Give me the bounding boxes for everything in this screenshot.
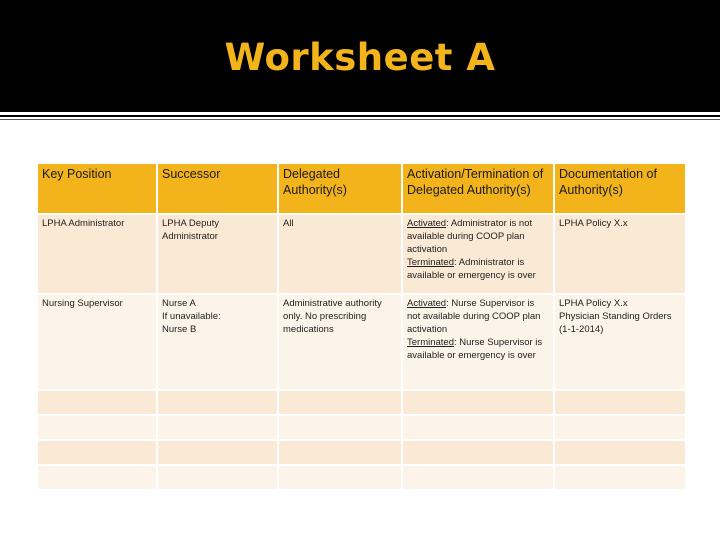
cell-authority: Administrative authority only. No prescribing medications [278, 294, 402, 390]
blank-row [37, 415, 686, 440]
cell-activation-termination [402, 294, 554, 390]
header-successor: Successor [157, 163, 278, 214]
divider-thin [0, 119, 720, 120]
blank-cell[interactable] [278, 465, 402, 490]
terminated-label: Terminated [407, 337, 454, 348]
blank-cell[interactable] [37, 415, 157, 440]
cell-key-position: LPHA Administrator [37, 214, 157, 294]
activated-text: : Administrator is not available during COOP plan activation [407, 218, 533, 255]
terminated-label: Terminated [407, 257, 454, 268]
blank-cell[interactable] [402, 390, 554, 415]
documentation-item: Physician Standing Orders (1-1-2014) [559, 311, 672, 335]
table-row [37, 214, 686, 294]
blank-cell[interactable] [554, 390, 686, 415]
documentation-item: LPHA Policy X.x [559, 298, 628, 309]
activated-text: : Nurse Supervisor is not available during COOP plan activation [407, 298, 541, 335]
blank-cell[interactable] [402, 440, 554, 465]
activation-note [407, 297, 549, 336]
successor-line: Nurse A [162, 298, 196, 309]
cell-successor [157, 294, 278, 390]
page-title: Worksheet A [224, 36, 496, 79]
blank-cell[interactable] [278, 415, 402, 440]
cell-documentation [554, 294, 686, 390]
cell-activation-termination [402, 214, 554, 294]
table-row [37, 294, 686, 390]
header-delegated-authority: Delegated Authority(s) [278, 163, 402, 214]
activated-label: Activated [407, 298, 447, 309]
activation-note [407, 217, 549, 256]
header-documentation: Documentation of Authority(s) [554, 163, 686, 214]
header-key-position: Key Position [37, 163, 157, 214]
termination-note [407, 336, 549, 362]
blank-cell[interactable] [157, 390, 278, 415]
header-row [37, 163, 686, 214]
blank-cell[interactable] [278, 440, 402, 465]
blank-cell[interactable] [402, 415, 554, 440]
blank-cell[interactable] [278, 390, 402, 415]
divider [0, 115, 720, 117]
terminated-text: : Administrator is available or emergency is over [407, 257, 536, 281]
blank-row [37, 440, 686, 465]
cell-successor: LPHA Deputy Administrator [157, 214, 278, 294]
successor-line: Nurse B [162, 324, 197, 335]
blank-cell[interactable] [37, 440, 157, 465]
blank-cell[interactable] [402, 465, 554, 490]
cell-documentation [554, 214, 686, 294]
activated-label: Activated [407, 218, 447, 229]
termination-note [407, 256, 549, 282]
blank-cell[interactable] [157, 465, 278, 490]
header-activation-termination: Activation/Termination of Delegated Authority(s) [402, 163, 554, 214]
documentation-item: LPHA Policy X.x [559, 218, 628, 229]
worksheet-table [36, 162, 687, 491]
cell-key-position: Nursing Supervisor [37, 294, 157, 390]
successor-line: If unavailable: [162, 311, 221, 322]
blank-cell[interactable] [37, 390, 157, 415]
blank-cell[interactable] [37, 465, 157, 490]
blank-cell[interactable] [157, 415, 278, 440]
blank-cell[interactable] [554, 465, 686, 490]
blank-row [37, 465, 686, 490]
blank-row [37, 390, 686, 415]
cell-authority: All [278, 214, 402, 294]
blank-cell[interactable] [554, 415, 686, 440]
terminated-text: : Nurse Supervisor is available or emergency is over [407, 337, 543, 361]
blank-cell[interactable] [554, 440, 686, 465]
blank-cell[interactable] [157, 440, 278, 465]
